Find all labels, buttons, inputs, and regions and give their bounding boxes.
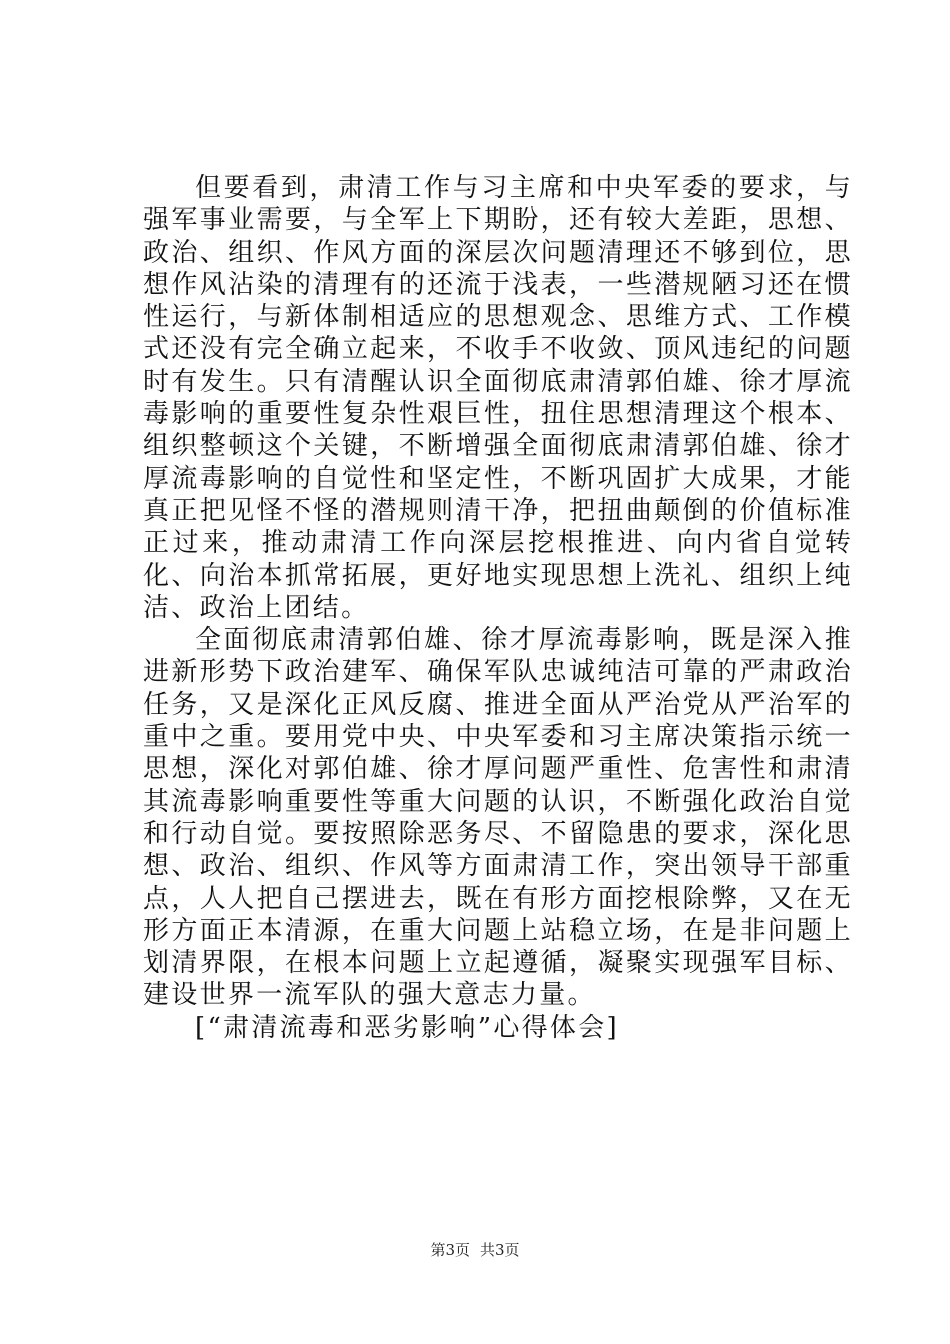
document-body	[143, 172, 853, 1044]
page-footer	[0, 1240, 950, 1260]
body-paragraph-2: 全面彻底肃清郭伯雄、徐才厚流毒影响，既是深入推进新形势下政治建军、确保军队忠诚纯洁可靠的严肃政治任务，又是深化正风反腐、推进全面从严治党从严治军的重中之重。要用党中央、中央军委和习主席决策指示统一思想，深化对郭伯雄、徐才厚问题严重性、危害性和肃清其流毒影响重要性等重大问题的认识，不断强化政治自觉和行动自觉。要按照除恶务尽、不留隐患的要求，深化思想、政治、组织、作风等方面肃清工作，突出领导干部重点，人人把自己摆进去，既在有形方面挖根除弊，又在无形方面正本清源，在重大问题上站稳立场，在是非问题上划清界限，在根本问题上立起遵循，凝聚实现强军目标、建设世界一流军队的强大意志力量。	[143, 625, 853, 1011]
document-title-note: [“肃清流毒和恶劣影响”心得体会]	[195, 1012, 619, 1043]
page-number-current: 第3页	[430, 1241, 470, 1259]
body-paragraph-1: 但要看到，肃清工作与习主席和中央军委的要求，与强军事业需要，与全军上下期盼，还有较大差距，思想、政治、组织、作风方面的深层次问题清理还不够到位，思想作风沾染的清理有的还流于浅表，一些潜规陋习还在惯性运行，与新体制相适应的思想观念、思维方式、工作模式还没有完全确立起来，不收手不收敛、顶风违纪的问题时有发生。只有清醒认识全面彻底肃清郭伯雄、徐才厚流毒影响的重要性复杂性艰巨性，扭住思想清理这个根本、组织整顿这个关键，不断增强全面彻底肃清郭伯雄、徐才厚流毒影响的自觉性和坚定性，不断巩固扩大成果，才能真正把见怪不怪的潜规则清干净，把扭曲颠倒的价值标准正过来，推动肃清工作向深层挖根推进、向内省自觉转化、向治本抓常拓展，更好地实现思想上洗礼、组织上纯洁、政治上团结。	[143, 173, 853, 623]
page-number-total: 共3页	[480, 1241, 520, 1259]
